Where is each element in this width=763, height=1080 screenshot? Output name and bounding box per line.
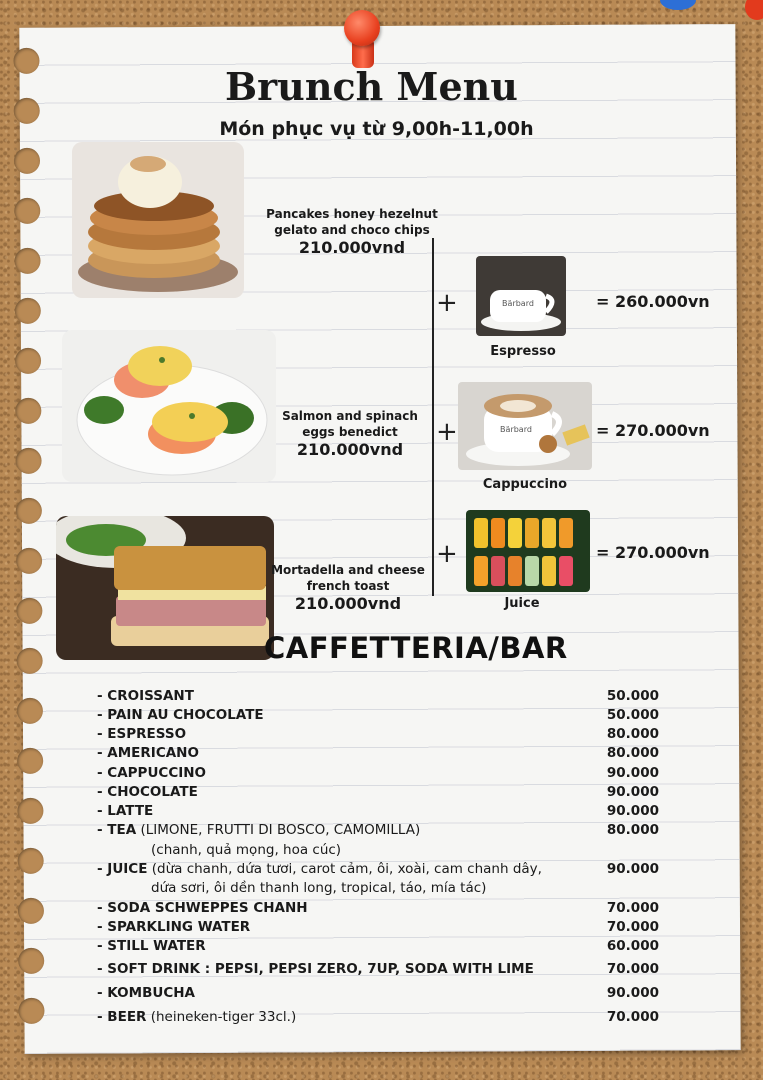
plus-icon: + (436, 539, 458, 569)
list-item: - CHOCOLATE 90.000 (97, 784, 659, 800)
blue-pin (660, 0, 696, 10)
cup-brand-text: Bärbard (502, 299, 534, 308)
list-item: - ESPRESSO 80.000 (97, 726, 659, 742)
list-item: - AMERICANO 80.000 (97, 745, 659, 761)
dish-pancakes (252, 206, 452, 258)
red-pin (745, 0, 763, 20)
paper-hole (16, 548, 42, 574)
list-item-continuation: (chanh, quả mọng, hoa cúc) (151, 842, 342, 858)
dish-name-line: Pancakes honey hezelnut (266, 207, 438, 221)
menu-subtitle: Món phục vụ từ 9,00h-11,00h (219, 118, 534, 140)
drink-label-cappuccino: Cappuccino (482, 477, 568, 492)
dish-name-line: french toast (306, 579, 390, 593)
paper-hole (18, 998, 44, 1024)
list-item: - LATTE 90.000 (97, 803, 659, 819)
pancakes-photo (72, 142, 244, 298)
combo-price-cappuccino: = 270.000vn (596, 421, 710, 440)
cup-brand-text: Bärbard (500, 425, 532, 434)
list-item: - SODA SCHWEPPES CHANH 70.000 (97, 900, 659, 916)
dish-name-line: eggs benedict (302, 425, 398, 439)
paper-hole (15, 298, 41, 324)
dish-name-line: Mortadella and cheese (271, 563, 425, 577)
paper-hole (15, 348, 41, 374)
dish-name-line: Salmon and spinach (282, 409, 418, 423)
paper-hole (17, 648, 43, 674)
paper-hole (15, 398, 41, 424)
espresso-photo (476, 256, 566, 336)
combo-price-juice: = 270.000vn (596, 543, 710, 562)
cappuccino-photo (458, 382, 592, 470)
eggs-benedict-photo (62, 330, 276, 482)
list-item: - STILL WATER 60.000 (97, 938, 659, 954)
juice-photo (466, 510, 590, 592)
paper-hole (16, 448, 42, 474)
list-item: - SPARKLING WATER 70.000 (97, 919, 659, 935)
paper-hole (14, 248, 40, 274)
paper-hole (17, 748, 43, 774)
list-item: - JUICE (dừa chanh, dứa tươi, carot cảm, ôi, xoài, cam chanh dây, 90.000 (97, 861, 659, 877)
combo-price-espresso: = 260.000vn (596, 292, 710, 311)
dish-price: 210.000vnd (298, 238, 406, 257)
combo-divider-line (432, 238, 434, 596)
paper-hole (14, 148, 40, 174)
section-title: CAFFETTERIA/BAR (264, 631, 568, 665)
paper-hole (17, 798, 43, 824)
plus-icon: + (436, 417, 458, 447)
drink-label-espresso: Espresso (490, 344, 556, 359)
french-toast-photo (56, 516, 274, 660)
dish-french-toast (262, 562, 434, 614)
menu-title: Brunch Menu (225, 64, 518, 109)
list-item-continuation: dứa sơri, ôi dền thanh long, tropical, táo, mía tác) (151, 880, 487, 896)
dish-name-line: gelato and choco chips (274, 223, 430, 237)
list-item: - PAIN AU CHOCOLATE 50.000 (97, 707, 659, 723)
paper-hole (16, 598, 42, 624)
dish-price: 210.000vnd (294, 594, 402, 613)
dish-price: 210.000vnd (296, 440, 404, 459)
paper-hole (18, 948, 44, 974)
paper-hole (17, 698, 43, 724)
list-item: - CROISSANT 50.000 (97, 688, 659, 704)
list-item: - CAPPUCCINO 90.000 (97, 765, 659, 781)
paper-hole (16, 498, 42, 524)
plus-icon: + (436, 288, 458, 318)
paper-hole (18, 848, 44, 874)
drink-label-juice: Juice (504, 596, 540, 611)
push-pin-icon (344, 10, 380, 46)
paper-hole (18, 898, 44, 924)
list-item: - BEER (heineken-tiger 33cl.) 70.000 (97, 1009, 659, 1025)
list-item: - SOFT DRINK : PEPSI, PEPSI ZERO, 7UP, SODA WITH LIME 70.000 (97, 961, 659, 977)
list-item: - KOMBUCHA 90.000 (97, 985, 659, 1001)
dish-eggs-benedict (268, 408, 432, 460)
list-item: - TEA (LIMONE, FRUTTI DI BOSCO, CAMOMILLA) 80.000 (97, 822, 659, 838)
paper-hole (14, 198, 40, 224)
